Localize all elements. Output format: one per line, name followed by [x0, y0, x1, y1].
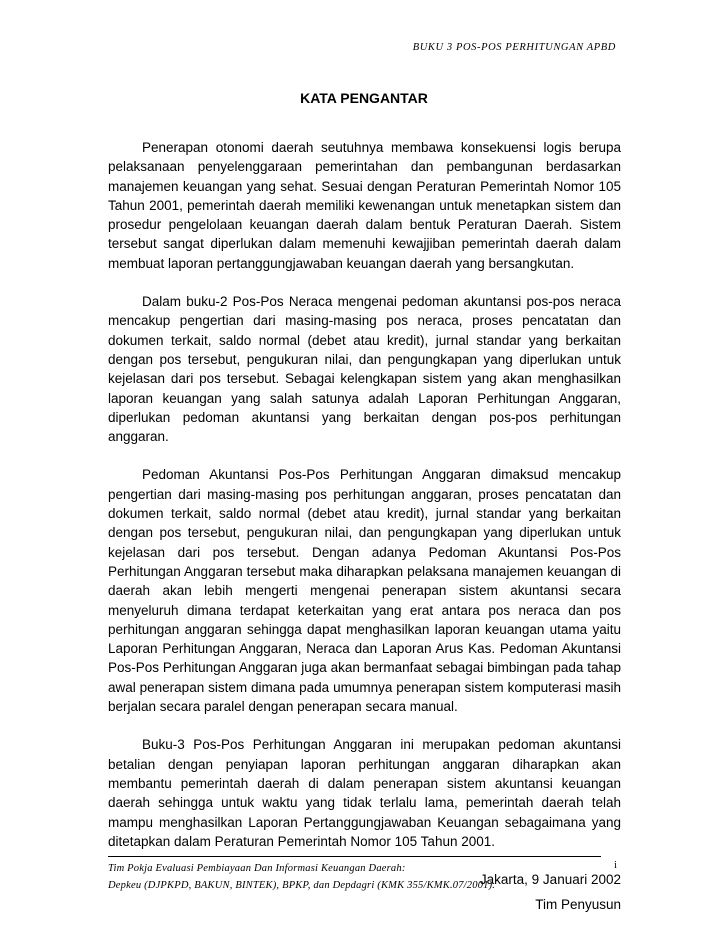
signature: Tim Penyusun	[535, 897, 621, 913]
place-date: Jakarta, 9 Januari 2002	[479, 872, 621, 888]
footer	[108, 860, 628, 894]
paragraph-4: Buku-3 Pos-Pos Perhitungan Anggaran ini merupakan pedoman akuntansi betalian dengan penyiapan laporan perhitungan anggaran diharapkan akan membantu pemerintah daerah di dalam penerapan sistem akuntansi keuangan daerah sehingga untuk waktu yang tidak terlalu lama, pemerintah daerah telah mampu menghasilkan Laporan Pertanggungjawaban Keuangan sebagaimana yang ditetapkan dalam Peraturan Pemerintah Nomor 105 Tahun 2001.	[108, 737, 621, 849]
paragraph-3: Pedoman Akuntansi Pos-Pos Perhitungan Anggaran dimaksud mencakup pengertian dari masing-masing pos perhitungan anggaran, proses pencatatan dan dokumen terkait, saldo normal (debet atau kredit), jurnal standar yang berkaitan dengan pos tersebut, pengukuran nilai, dan pengungkapan yang diperlukan untuk kejelasan dari pos tersebut. Dengan adanya Pedoman Akuntansi Pos-Pos Perhitungan Anggaran tersebut maka diharapkan pelaksana manajemen keuangan di daerah akan lebih mengerti mengenai penerapan sistem akuntansi secara menyeluruh dimana terdapat keterkaitan yang erat antara pos neraca dan pos perhitungan anggaran sehingga dapat menghasilkan laporan keuangan utama yaitu Laporan Perhitungan Anggaran, Neraca dan Laporan Arus Kas. Pedoman Akuntansi Pos-Pos Perhitungan Anggaran juga akan bermanfaat sebagai bimbingan pada tahap awal penerapan sistem dimana pada umumnya penerapan sistem komputerasi masih berjalan secara paralel dengan penerapan secara manual.	[108, 467, 621, 715]
body-content	[108, 138, 621, 921]
running-header: BUKU 3 POS-POS PERHITUNGAN APBD	[412, 42, 616, 53]
footer-line-2: Depkeu (DJPKPD, BAKUN, BINTEK), BPKP, dan Depdagri (KMK 355/KMK.07/2001).	[108, 880, 496, 891]
footer-line-1: Tim Pokja Evaluasi Pembiayaan Dan Informasi Keuangan Daerah:	[108, 863, 406, 874]
footer-divider	[108, 856, 601, 857]
page-title: KATA PENGANTAR	[300, 90, 428, 106]
page-number: i	[614, 860, 617, 871]
paragraph-1: Penerapan otonomi daerah seutuhnya membawa konsekuensi logis berupa pelaksanaan penyelenggaraan pemerintahan dan pembangunan berdasarkan manajemen keuangan yang sehat. Sesuai dengan Peraturan Pemerintah Nomor 105 Tahun 2001, pemerintah daerah memiliki kewenangan untuk menetapkan sistem dan prosedur pengelolaan keuangan daerah dalam bentuk Peraturan Daerah. Sistem tersebut sangat diperlukan dalam memenuhi kewajjiban pemerintah daerah dalam membuat laporan pertanggungjawaban keuangan daerah yang bersangkutan.	[108, 140, 621, 271]
paragraph-2: Dalam buku-2 Pos-Pos Neraca mengenai pedoman akuntansi pos-pos neraca mencakup pengertian dari masing-masing pos neraca, proses pencatatan dan dokumen terkait, saldo normal (debet atau kredit), jurnal standar yang berkaitan dengan pos tersebut, pengukuran nilai, dan pengungkapan yang diperlukan untuk kejelasan dari pos tersebut. Sebagai kelengkapan sistem yang akan menghasilkan laporan keuangan yang salah satunya adalah Laporan Perhitungan Anggaran, diperlukan pedoman akuntansi yang berkaitan dengan pos-pos perhitungan anggaran.	[108, 294, 621, 445]
